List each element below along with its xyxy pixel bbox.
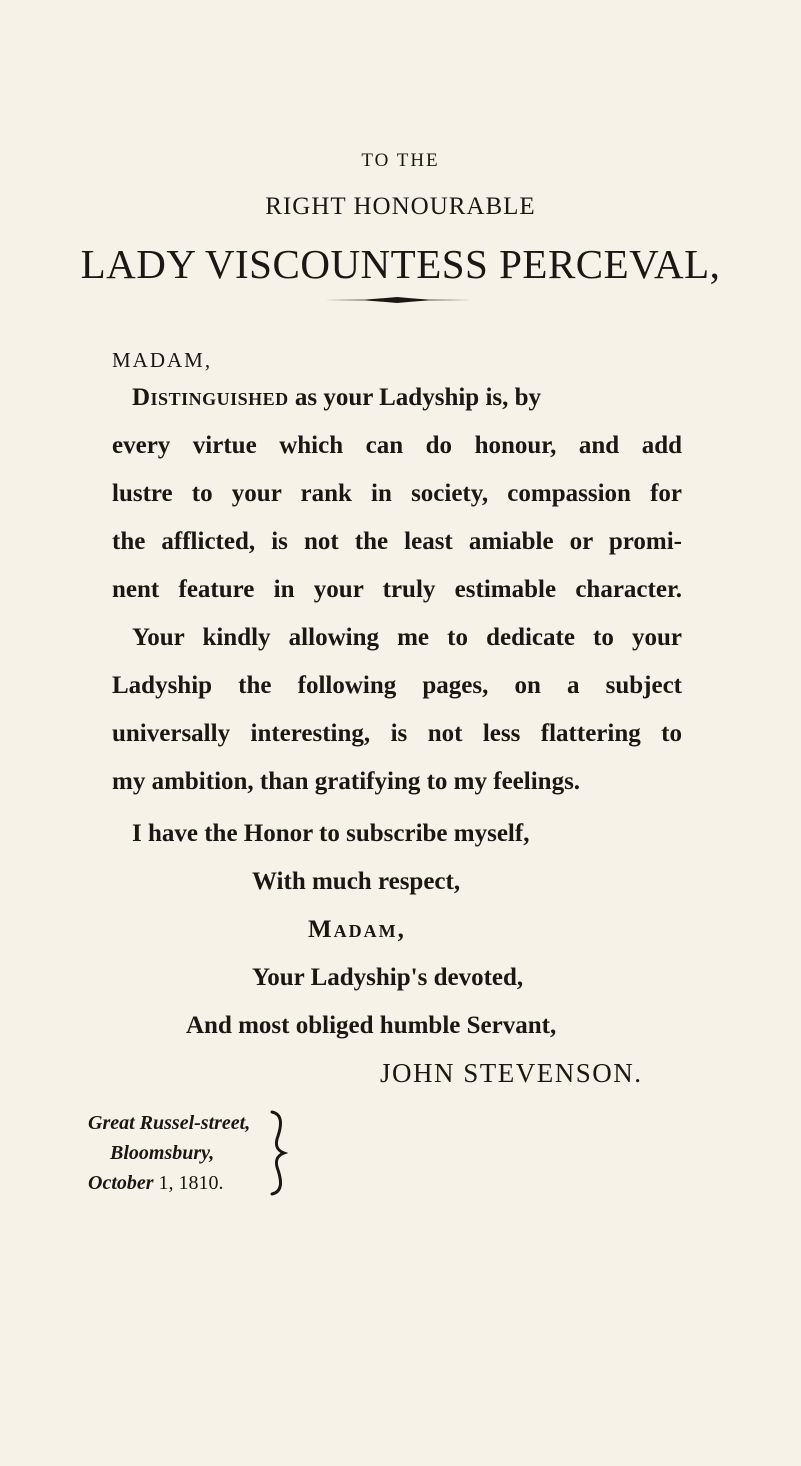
paragraph-2-line-2 <box>112 672 682 700</box>
paragraph-1-line-2-text: every virtue which can do honour, and add <box>112 432 682 459</box>
paragraph-1-line-4 <box>112 528 682 556</box>
paragraph-1-line-3 <box>112 480 682 508</box>
paragraph-1-line-5 <box>112 576 682 604</box>
paragraph-1-line-3-text: lustre to your rank in society, compassion for <box>112 480 682 507</box>
paragraph-2-line-3 <box>112 720 682 748</box>
paragraph-1-line-2 <box>112 432 682 460</box>
closing-line-2: With much respect, <box>252 868 461 895</box>
closing-line-4: Your Ladyship's devoted, <box>252 964 524 991</box>
paragraph-1-line-1-rest: as your Ladyship is, by <box>288 384 542 411</box>
address-brace <box>268 1110 288 1196</box>
closing-line-1: I have the Honor to subscribe myself, <box>132 820 530 847</box>
signature: JOHN STEVENSON. <box>380 1058 643 1088</box>
address-date: 1, 1810. <box>153 1172 224 1194</box>
paragraph-2-line-2-text: Ladyship the following pages, on a subject <box>112 672 682 699</box>
paragraph-1-lead-word: Distinguished <box>132 384 289 411</box>
paragraph-1-line-5-text: nent feature in your truly estimable character. <box>112 576 682 603</box>
address-month: October <box>88 1172 154 1194</box>
dedicatee-name: LADY VISCOUNTESS PERCEVAL, <box>80 241 721 287</box>
paragraph-2-line-4-text: my ambition, than gratifying to my feelings. <box>112 768 581 795</box>
paragraph-2-line-4 <box>112 768 682 796</box>
paragraph-1-line-4-text: the afflicted, is not the least amiable or promi- <box>112 528 682 555</box>
paragraph-2-line-3-text: universally interesting, is not less flattering to <box>112 720 682 747</box>
address-line-3 <box>88 1172 224 1195</box>
paragraph-2-line-1-text: Your kindly allowing me to dedicate to your <box>132 624 682 651</box>
paragraph-1-line-1 <box>112 384 682 412</box>
dedication-to-the: TO THE <box>361 150 440 171</box>
closing-madam: Madam, <box>308 916 406 943</box>
closing-line-5: And most obliged humble Servant, <box>186 1012 557 1039</box>
salutation: MADAM, <box>112 348 213 372</box>
address-line-2: Bloomsbury, <box>110 1142 215 1164</box>
dedication-title: RIGHT HONOURABLE <box>265 193 536 220</box>
paragraph-2-line-1 <box>132 624 682 652</box>
address-line-1: Great Russel-street, <box>88 1112 251 1134</box>
ornamental-rule <box>325 296 471 304</box>
